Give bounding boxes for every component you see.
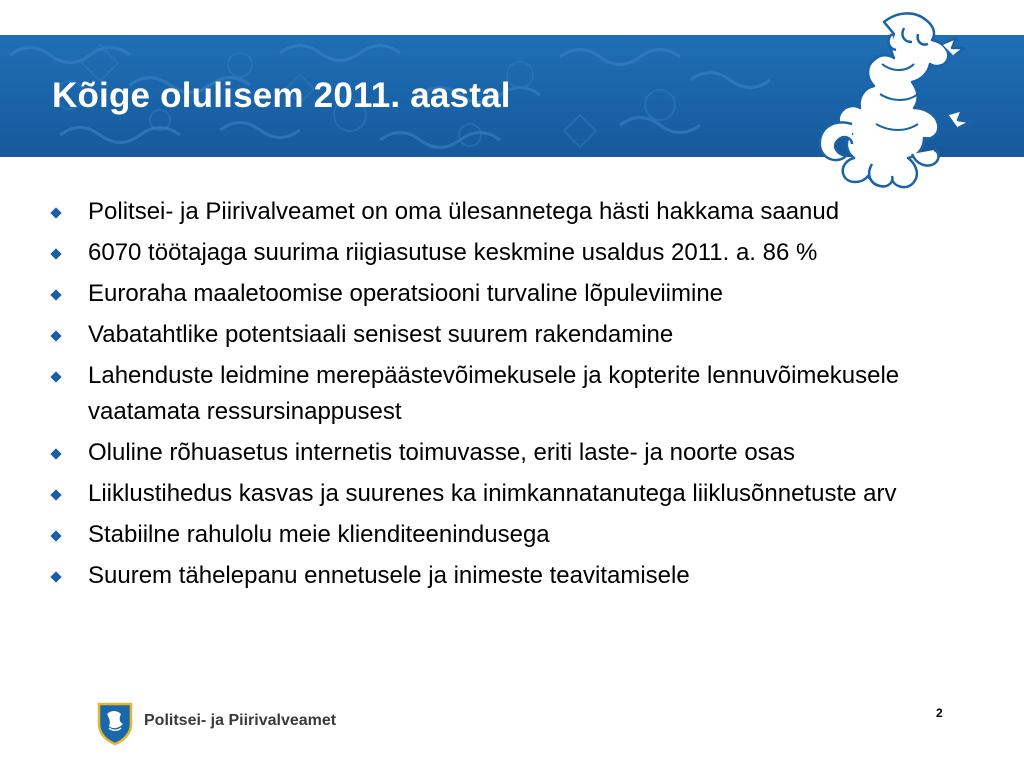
diamond-bullet-icon — [50, 489, 61, 500]
diamond-bullet-icon — [50, 571, 61, 582]
bullet-text: Vabatahtlike potentsiaali senisest suurem rakendamine — [88, 321, 674, 348]
bullet-text: Lahenduste leidmine merepäästevõimekusele ja kopterite lennuvõimekusele vaatamata ressursinappusest — [88, 362, 900, 425]
bullet-item — [48, 317, 1008, 353]
police-shield-icon — [95, 700, 135, 746]
bullet-item — [48, 558, 1008, 594]
bullet-text: 6070 töötajaga suurima riigiasutuse keskmine usaldus 2011. a. 86 % — [88, 239, 818, 266]
bullet-item — [48, 194, 1008, 230]
page-number: 2 — [936, 706, 943, 720]
bullet-text: Suurem tähelepanu ennetusele ja inimeste teavitamisele — [88, 562, 690, 589]
lion-emblem-icon — [772, 4, 982, 194]
footer-organization: Politsei- ja Piirivalveamet — [144, 712, 337, 729]
diamond-bullet-icon — [50, 330, 61, 341]
bullet-item — [48, 435, 1008, 471]
bullet-item — [48, 517, 1008, 553]
bullet-list — [48, 194, 1008, 599]
bullet-text: Politsei- ja Piirivalveamet on oma ülesannetega hästi hakkama saanud — [88, 198, 840, 225]
diamond-bullet-icon — [50, 448, 61, 459]
bullet-text: Liiklustihedus kasvas ja suurenes ka inimkannatanutega liiklusõnnetuste arv — [88, 480, 897, 507]
diamond-bullet-icon — [50, 248, 61, 259]
diamond-bullet-icon — [50, 371, 61, 382]
bullet-text: Stabiilne rahulolu meie klienditeenindusega — [88, 521, 550, 548]
bullet-text: Euroraha maaletoomise operatsiooni turvaline lõpuleviimine — [88, 280, 724, 307]
diamond-bullet-icon — [50, 530, 61, 541]
slide-title: Kõige olulisem 2011. aastal — [52, 76, 511, 115]
diamond-bullet-icon — [50, 289, 61, 300]
diamond-bullet-icon — [50, 207, 61, 218]
bullet-item — [48, 476, 1008, 512]
bullet-item — [48, 358, 1008, 430]
bullet-item — [48, 235, 1008, 271]
slide-header — [0, 0, 1024, 158]
bullet-item — [48, 276, 1008, 312]
bullet-text: Oluline rõhuasetus internetis toimuvasse, eriti laste- ja noorte osas — [88, 439, 796, 466]
